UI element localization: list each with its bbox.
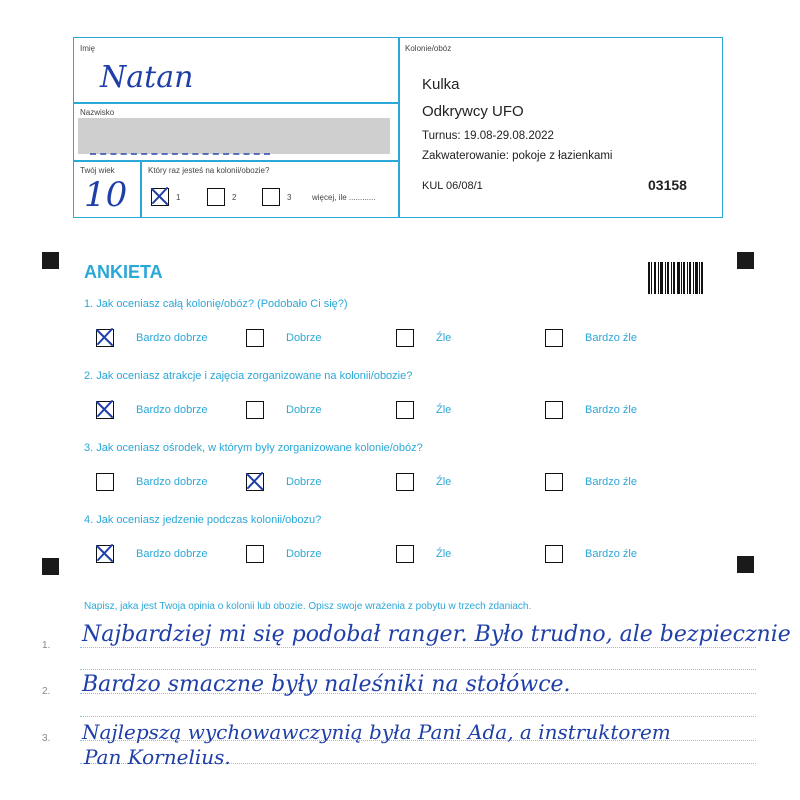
surname-label: Nazwisko [80, 108, 115, 117]
x-mark-icon [94, 326, 116, 348]
rating-option-label: Bardzo źle [585, 404, 637, 416]
camp-accommodation: Zakwaterowanie: pokoje z łazienkami [422, 150, 613, 162]
name-divider [73, 102, 399, 104]
camp-turnus: Turnus: 19.08-29.08.2022 [422, 130, 554, 142]
rating-checkbox[interactable] [396, 401, 414, 419]
rating-checkbox[interactable] [396, 473, 414, 491]
rating-option-label: Źle [436, 476, 452, 488]
rating-option-label: Bardzo źle [585, 332, 637, 344]
survey-title: ANKIETA [84, 262, 163, 282]
answer-text-3: Najlepszą wychowawczynią była Pani Ada, a instruktorem [82, 720, 671, 744]
square-marker-icon [737, 252, 754, 269]
rating-checkbox[interactable] [545, 329, 563, 347]
surname-ink-remnant [90, 153, 270, 161]
rating-checkbox[interactable] [545, 401, 563, 419]
x-mark-icon [149, 185, 171, 207]
answer-text-1: Najbardziej mi się podobał ranger. Było trudno, ale bezpiecznie [82, 622, 791, 647]
rating-checkbox[interactable] [96, 473, 114, 491]
square-marker-icon [737, 556, 754, 573]
question-text: 1. Jak oceniasz całą kolonię/obóz? (Podobało Ci się?) [84, 298, 348, 310]
rating-option-label: Dobrze [286, 476, 322, 488]
camp-subtitle: Odkrywcy UFO [422, 103, 524, 120]
line-number: 1. [42, 640, 51, 651]
camp-name: Kulka [422, 76, 460, 93]
camp-code: KUL 06/08/1 [422, 180, 483, 192]
surname-redaction [78, 118, 390, 154]
rating-checkbox[interactable] [396, 329, 414, 347]
opinion-prompt: Napisz, jaka jest Twoja opinia o kolonii lub obozie. Opisz swoje wrażenia z pobytu w trzech zdaniach. [84, 601, 532, 612]
rating-option-label: Źle [436, 404, 452, 416]
question-text: 2. Jak oceniasz atrakcje i zajęcia zorganizowane na kolonii/obozie? [84, 370, 413, 382]
rating-option-label: Źle [436, 332, 452, 344]
answer-text-2: Bardzo smaczne były naleśniki na stołówce. [82, 672, 571, 697]
rating-option-label: Dobrze [286, 332, 322, 344]
camp-number: 03158 [648, 177, 687, 193]
square-marker-icon [42, 558, 59, 575]
square-marker-icon [42, 252, 59, 269]
header-divider [398, 37, 400, 218]
rating-option-label: Bardzo dobrze [136, 404, 208, 416]
age-divider [140, 160, 142, 218]
age-label: Twój wiek [80, 166, 115, 175]
rating-checkbox[interactable] [246, 401, 264, 419]
rating-checkbox[interactable] [246, 329, 264, 347]
rating-option-label: Bardzo źle [585, 476, 637, 488]
rating-option-label: Bardzo dobrze [136, 476, 208, 488]
question-text: 4. Jak oceniasz jedzenie podczas kolonii/obozu? [84, 514, 322, 526]
answer-line [80, 716, 756, 717]
times-more-label: więcej, ile ............ [312, 193, 376, 202]
times-checkbox-3[interactable] [262, 188, 280, 206]
rating-checkbox[interactable] [545, 473, 563, 491]
rating-option-label: Bardzo dobrze [136, 332, 208, 344]
name-value: Natan [100, 60, 194, 95]
rating-option-label: Źle [436, 548, 452, 560]
x-mark-icon [94, 542, 116, 564]
line-number: 3. [42, 733, 51, 744]
times-label: Który raz jesteś na kolonii/obozie? [148, 166, 270, 175]
question-text: 3. Jak oceniasz ośrodek, w którym były zorganizowane kolonie/obóz? [84, 442, 423, 454]
answer-line [80, 669, 756, 670]
answer-text-4: Pan Kornelius. [84, 745, 231, 769]
times-option-2: 2 [232, 193, 237, 202]
rating-option-label: Dobrze [286, 404, 322, 416]
rating-option-label: Bardzo źle [585, 548, 637, 560]
line-number: 2. [42, 686, 51, 697]
times-option-1: 1 [176, 193, 181, 202]
answer-line [80, 647, 756, 648]
age-value: 10 [84, 175, 128, 215]
rating-checkbox[interactable] [246, 545, 264, 563]
times-checkbox-2[interactable] [207, 188, 225, 206]
x-mark-icon [244, 470, 266, 492]
rating-option-label: Bardzo dobrze [136, 548, 208, 560]
name-label: Imię [80, 44, 96, 53]
rating-option-label: Dobrze [286, 548, 322, 560]
rating-checkbox[interactable] [396, 545, 414, 563]
x-mark-icon [94, 398, 116, 420]
camp-label: Kolonie/obóz [405, 44, 452, 53]
barcode-icon [648, 262, 704, 294]
rating-checkbox[interactable] [545, 545, 563, 563]
times-option-3: 3 [287, 193, 292, 202]
